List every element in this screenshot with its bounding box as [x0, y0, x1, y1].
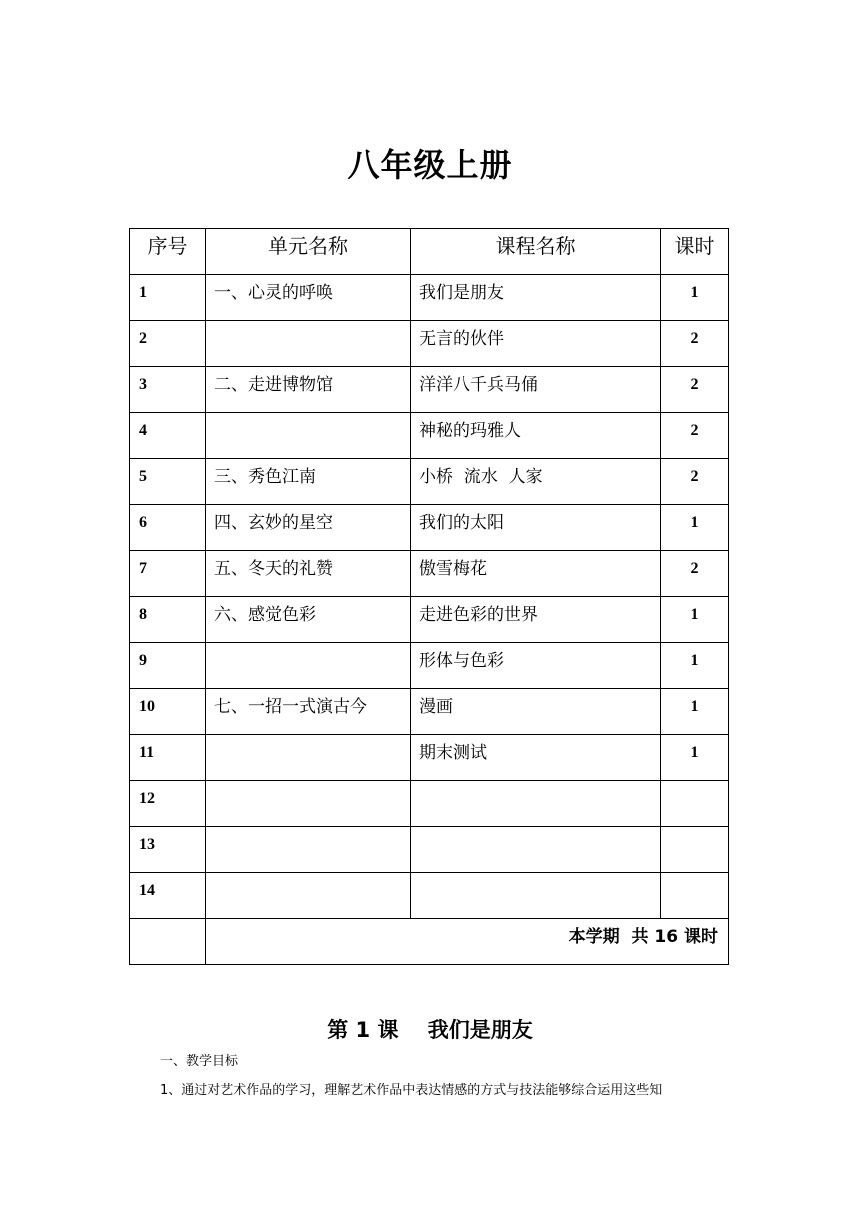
row-course	[411, 827, 661, 873]
table-row	[130, 367, 729, 413]
row-unit: 一、心灵的呼唤	[206, 275, 411, 321]
row-course	[411, 781, 661, 827]
row-unit: 三、秀色江南	[206, 459, 411, 505]
table-row	[130, 459, 729, 505]
header-number: 序号	[130, 229, 206, 275]
row-hours: 2	[661, 459, 729, 505]
section-heading: 一、教学目标	[160, 1054, 239, 1069]
row-hours: 1	[661, 597, 729, 643]
row-number: 12	[130, 781, 206, 827]
row-hours: 1	[661, 505, 729, 551]
header-unit-name: 单元名称	[206, 229, 411, 275]
row-course: 傲雪梅花	[411, 551, 661, 597]
table-row	[130, 551, 729, 597]
row-unit	[206, 413, 411, 459]
row-number: 14	[130, 873, 206, 919]
row-hours	[661, 827, 729, 873]
table-row	[130, 321, 729, 367]
row-unit	[206, 781, 411, 827]
table-row	[130, 689, 729, 735]
row-number: 8	[130, 597, 206, 643]
row-unit	[206, 643, 411, 689]
row-hours	[661, 781, 729, 827]
row-course: 小桥 流水 人家	[411, 459, 661, 505]
row-hours: 1	[661, 689, 729, 735]
row-number: 4	[130, 413, 206, 459]
table-row	[130, 505, 729, 551]
body-text: 1、通过对艺术作品的学习，理解艺术作品中表达情感的方式与技法能够综合运用这些知	[160, 1083, 663, 1098]
row-hours: 1	[661, 735, 729, 781]
row-number: 1	[130, 275, 206, 321]
row-course: 走进色彩的世界	[411, 597, 661, 643]
row-course: 神秘的玛雅人	[411, 413, 661, 459]
row-unit: 七、一招一式演古今	[206, 689, 411, 735]
table-row	[130, 597, 729, 643]
page-title: 八年级上册	[347, 146, 513, 184]
header-course-name: 课程名称	[411, 229, 661, 275]
row-unit: 二、走进博物馆	[206, 367, 411, 413]
course-schedule-table	[129, 228, 729, 965]
table-row	[130, 873, 729, 919]
row-number: 7	[130, 551, 206, 597]
row-hours: 2	[661, 551, 729, 597]
row-hours: 2	[661, 321, 729, 367]
table-row	[130, 413, 729, 459]
row-course: 期末测试	[411, 735, 661, 781]
total-empty-cell	[130, 919, 206, 965]
table-row	[130, 643, 729, 689]
row-number: 2	[130, 321, 206, 367]
table-row	[130, 735, 729, 781]
table-row	[130, 781, 729, 827]
row-number: 3	[130, 367, 206, 413]
row-number: 11	[130, 735, 206, 781]
row-unit	[206, 321, 411, 367]
row-hours: 1	[661, 643, 729, 689]
row-unit	[206, 827, 411, 873]
table-total-row	[130, 919, 729, 965]
row-course	[411, 873, 661, 919]
header-hours: 课时	[661, 229, 729, 275]
total-hours: 本学期 共 16 课时	[206, 919, 729, 965]
row-number: 10	[130, 689, 206, 735]
row-unit	[206, 735, 411, 781]
table-header-row	[130, 229, 729, 275]
row-unit: 六、感觉色彩	[206, 597, 411, 643]
row-hours: 2	[661, 413, 729, 459]
row-unit: 五、冬天的礼赞	[206, 551, 411, 597]
row-course: 形体与色彩	[411, 643, 661, 689]
row-number: 6	[130, 505, 206, 551]
row-course: 漫画	[411, 689, 661, 735]
row-course: 无言的伙伴	[411, 321, 661, 367]
row-number: 9	[130, 643, 206, 689]
row-number: 13	[130, 827, 206, 873]
lesson-title: 第 1 课 我们是朋友	[327, 1018, 533, 1042]
row-number: 5	[130, 459, 206, 505]
table-row	[130, 827, 729, 873]
row-hours: 1	[661, 275, 729, 321]
row-unit	[206, 873, 411, 919]
row-course: 我们是朋友	[411, 275, 661, 321]
table-row	[130, 275, 729, 321]
row-course: 洋洋八千兵马俑	[411, 367, 661, 413]
row-hours: 2	[661, 367, 729, 413]
row-unit: 四、玄妙的星空	[206, 505, 411, 551]
row-hours	[661, 873, 729, 919]
row-course: 我们的太阳	[411, 505, 661, 551]
